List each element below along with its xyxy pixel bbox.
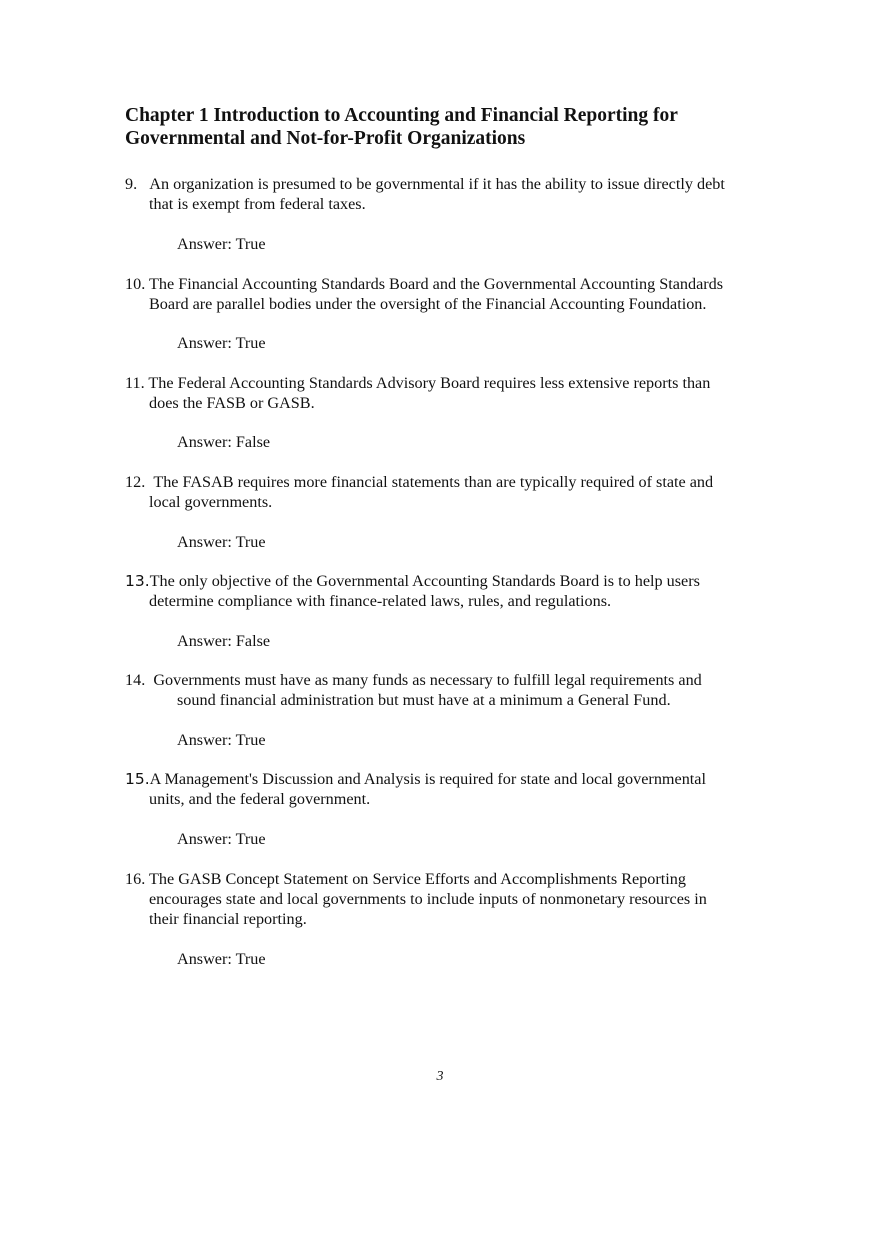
page-title-line-2: Governmental and Not-for-Profit Organizations: [125, 128, 526, 149]
question-10: [125, 274, 775, 314]
answer-11: Answer: False: [177, 433, 271, 451]
question-16-line-1: [125, 869, 775, 889]
question-9: [125, 174, 775, 214]
question-text: The only objective of the Governmental Accounting Standards Board is to help users: [149, 572, 700, 590]
question-10-line-2: Board are parallel bodies under the oversight of the Financial Accounting Foundation.: [149, 295, 707, 313]
question-11-line-1: [125, 373, 775, 393]
question-14-line-1: [125, 670, 775, 690]
page-number: 3: [436, 1069, 444, 1084]
question-15-line-1: [125, 769, 775, 789]
question-12: [125, 472, 775, 512]
answer-10: Answer: True: [177, 334, 266, 352]
question-text: The FASAB requires more financial statements than are typically required of state and: [153, 473, 714, 491]
question-15-line-2: units, and the federal government.: [149, 790, 371, 808]
answer-13: Answer: False: [177, 632, 271, 650]
question-number: 11.: [125, 374, 145, 392]
question-16-line-2: encourages state and local governments to include inputs of nonmonetary resources in: [149, 890, 707, 908]
question-15: [125, 769, 775, 809]
question-16-line-3: their financial reporting.: [149, 910, 307, 928]
question-11-line-2: does the FASB or GASB.: [149, 394, 315, 412]
question-number: 14.: [125, 671, 146, 689]
question-text: A Management's Discussion and Analysis is required for state and local governmental: [149, 770, 706, 788]
answer-16: Answer: True: [177, 950, 266, 968]
question-13-line-2: determine compliance with finance-related laws, rules, and regulations.: [149, 592, 612, 610]
question-text: Governments must have as many funds as necessary to fulfill legal requirements and: [153, 671, 702, 689]
answer-9: Answer: True: [177, 235, 266, 253]
answer-15: Answer: True: [177, 830, 266, 848]
question-14: [125, 670, 775, 710]
question-11: [125, 373, 775, 413]
question-12-line-2: local governments.: [149, 493, 273, 511]
question-number: 16.: [125, 870, 146, 888]
question-number: 13.: [125, 572, 150, 590]
question-14-line-2: sound financial administration but must have at a minimum a General Fund.: [177, 691, 671, 709]
page-title: [125, 104, 805, 150]
question-number: 12.: [125, 473, 146, 491]
question-text: The Financial Accounting Standards Board and the Governmental Accounting Standards: [149, 275, 724, 293]
question-9-line-2: that is exempt from federal taxes.: [149, 195, 366, 213]
question-text: An organization is presumed to be governmental if it has the ability to issue directly debt: [149, 175, 725, 193]
question-text: The GASB Concept Statement on Service Efforts and Accomplishments Reporting: [149, 870, 686, 888]
question-13-line-1: [125, 571, 775, 591]
question-13: [125, 571, 775, 611]
question-number: 10.: [125, 275, 146, 293]
answer-12: Answer: True: [177, 533, 266, 551]
question-10-line-1: [125, 274, 775, 294]
question-16: [125, 869, 775, 929]
page-title-line-1: Chapter 1 Introduction to Accounting and Financial Reporting for: [125, 105, 678, 126]
question-text: The Federal Accounting Standards Advisory Board requires less extensive reports than: [148, 374, 711, 392]
question-number: 15.: [125, 770, 150, 788]
answer-14: Answer: True: [177, 731, 266, 749]
question-9-line-1: [125, 174, 775, 194]
question-12-line-1: [125, 472, 775, 492]
question-number: 9.: [125, 175, 138, 193]
